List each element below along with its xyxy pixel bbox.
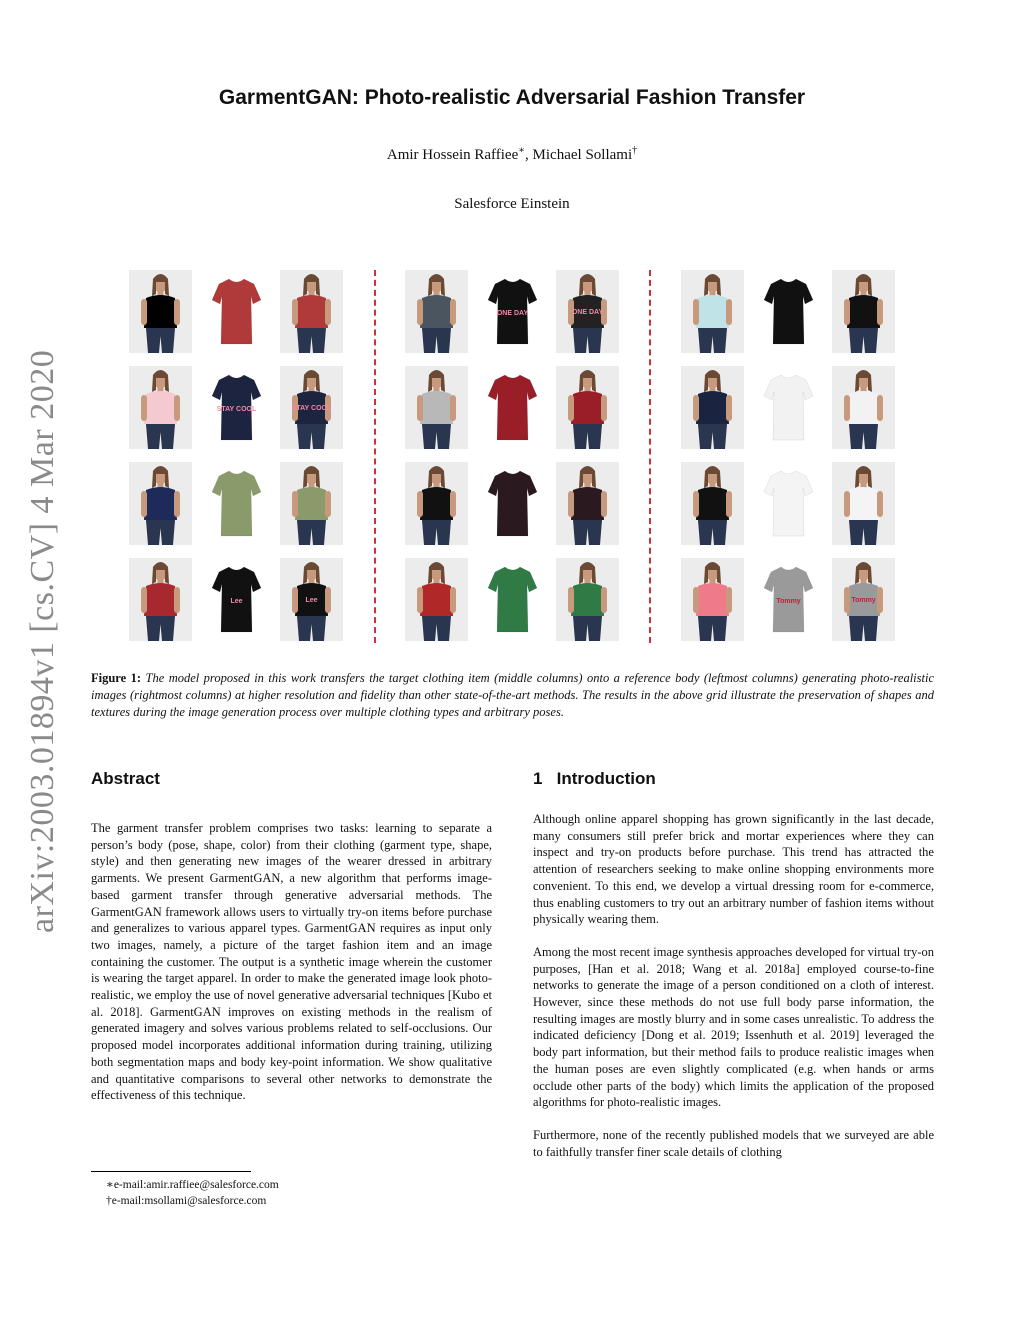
svg-text:ONE DAY: ONE DAY bbox=[496, 310, 529, 317]
target-garment-image bbox=[757, 462, 820, 545]
target-garment-image bbox=[205, 462, 268, 545]
introduction-body bbox=[533, 811, 934, 1176]
reference-body-image bbox=[681, 270, 744, 353]
reference-body-image bbox=[129, 558, 192, 641]
generated-result-image bbox=[556, 462, 619, 545]
abstract-body bbox=[91, 820, 492, 1120]
introduction-paragraph: Furthermore, none of the recently published models that we surveyed are able to faithfully transfer finer scale details of clothing bbox=[533, 1127, 934, 1159]
introduction-paragraph: Among the most recent image synthesis approaches developed for virtual try-on purposes, [Han et al. 2018; Wang et al. 2018a] employed course-to-fine networks to generate the image of a person conditioned on a cloth of interest. However, since these methods do not use full body parse information, the resulting images are mostly blurry and in some cases unrealistic. To address the indicated deficiency [Dong et al. 2019; Issenhuth et al. 2019] leveraged the body part information, but their method fails to produce realistic images when the human poses are even slightly complicated (e.g. when hands or arms occlude other parts of the body) which limits the application of the proposed algorithms for photo-realistic images. bbox=[533, 944, 934, 1110]
reference-body-image bbox=[405, 462, 468, 545]
author-name: Amir Hossein Raffiee bbox=[386, 147, 519, 163]
group-divider-line bbox=[374, 270, 376, 643]
target-garment-image bbox=[481, 558, 544, 641]
svg-text:Tommy: Tommy bbox=[851, 597, 876, 604]
figure-label: Figure 1: bbox=[91, 671, 142, 685]
reference-body-image bbox=[405, 270, 468, 353]
generated-result-image bbox=[556, 366, 619, 449]
footnote-email-1: ∗e-mail:amir.raffiee@salesforce.com bbox=[106, 1179, 279, 1191]
target-garment-image bbox=[481, 270, 544, 353]
svg-text:STAY COOL: STAY COOL bbox=[291, 405, 332, 412]
abstract-paragraph: The garment transfer problem comprises two tasks: learning to separate a person’s body (pose, shape, color) from their clothing (garment type, shape, style) and then generating new images of the wearer dressed in arbitrary garments. We present GarmentGAN, a new algorithm that performs image-based garment transfer through generative adversarial methods. The GarmentGAN framework allows users to virtually try-on items before purchase and generalizes to various apparel types. GarmentGAN requires as input only two images, namely, a picture of the target fashion item and an image containing the customer. The output is a synthetic image wherein the customer is wearing the target apparel. In order to make the generated image look photo-realistic, we employ the use of novel generative adversarial techniques [Kubo et al. 2018]. GarmentGAN improves on existing methods in the realism of generated imagery and solves various problems related to self-occlusions. Our proposed model incorporates additional information during training, utilizing both segmentation maps and body key-point information. We show qualitative and quantitative comparisons to several other networks to demonstrate the effectiveness of this technique. bbox=[91, 821, 492, 1103]
reference-body-image bbox=[681, 462, 744, 545]
figure-caption-text: The model proposed in this work transfers the target clothing item (middle columns) onto a reference body (leftmost columns) generating photo-realistic images (rightmost columns) at higher resolution and fidelity than other state-of-the-art methods. The results in the above grid illustrate the preservation of shapes and textures during the image generation process over multiple clothing types and arbitrary poses. bbox=[91, 671, 935, 719]
generated-result-image bbox=[280, 462, 343, 545]
figure-image-grid bbox=[129, 270, 895, 643]
svg-text:ONE DAY: ONE DAY bbox=[571, 309, 604, 316]
arxiv-identifier: arXiv:2003.01894v1 [cs.CV] 4 Mar 2020 bbox=[24, 349, 61, 933]
reference-body-image bbox=[129, 462, 192, 545]
generated-result-image bbox=[280, 366, 343, 449]
footnote-rule bbox=[91, 1171, 251, 1172]
abstract-heading: Abstract bbox=[91, 769, 160, 788]
svg-text:Tommy: Tommy bbox=[776, 598, 801, 605]
reference-body-image bbox=[129, 270, 192, 353]
generated-result-image bbox=[280, 558, 343, 641]
reference-body-image bbox=[405, 558, 468, 641]
group-divider-line bbox=[649, 270, 651, 643]
svg-text:STAY COOL: STAY COOL bbox=[216, 406, 257, 413]
target-garment-image bbox=[757, 270, 820, 353]
figure-caption bbox=[91, 670, 934, 721]
generated-result-image bbox=[832, 366, 895, 449]
author-list: Amir Hossein Raffiee∗, Michael Sollami† bbox=[386, 145, 638, 163]
section-number: 1 bbox=[533, 769, 543, 788]
reference-body-image bbox=[681, 366, 744, 449]
target-garment-image bbox=[757, 366, 820, 449]
svg-text:Lee: Lee bbox=[230, 598, 243, 605]
target-garment-image bbox=[481, 462, 544, 545]
target-garment-image bbox=[481, 366, 544, 449]
affiliation: Salesforce Einstein bbox=[454, 196, 570, 212]
generated-result-image bbox=[556, 270, 619, 353]
svg-text:Lee: Lee bbox=[305, 597, 318, 604]
generated-result-image bbox=[280, 270, 343, 353]
generated-result-image bbox=[832, 462, 895, 545]
section-title: Introduction bbox=[556, 769, 656, 788]
introduction-paragraph: Although online apparel shopping has grown significantly in the last decade, many consumers still prefer brick and mortar experiences where they can inspect and try-on products before purchase. This trend has attracted the attention of researchers seeking to make online shopping environments more convenient. To this end, we develop a virtual dressing room for e-commerce, thus enabling customers to try out an arbitrary number of fashion items without physically wearing them. bbox=[533, 812, 934, 927]
author-footnote-mark: ∗ bbox=[518, 145, 526, 156]
target-garment-image bbox=[205, 558, 268, 641]
reference-body-image bbox=[129, 366, 192, 449]
generated-result-image bbox=[832, 270, 895, 353]
author-name: Michael Sollami bbox=[532, 147, 633, 163]
target-garment-image bbox=[757, 558, 820, 641]
footnotes bbox=[106, 1177, 279, 1209]
section-heading-introduction bbox=[533, 769, 656, 789]
target-garment-image bbox=[205, 270, 268, 353]
generated-result-image bbox=[832, 558, 895, 641]
generated-result-image bbox=[556, 558, 619, 641]
author-footnote-mark: † bbox=[632, 145, 638, 156]
reference-body-image bbox=[681, 558, 744, 641]
paper-title: GarmentGAN: Photo-realistic Adversarial Fashion Transfer bbox=[218, 86, 806, 109]
target-garment-image bbox=[205, 366, 268, 449]
footnote-email-2: †e-mail:msollami@salesforce.com bbox=[106, 1195, 267, 1207]
reference-body-image bbox=[405, 366, 468, 449]
